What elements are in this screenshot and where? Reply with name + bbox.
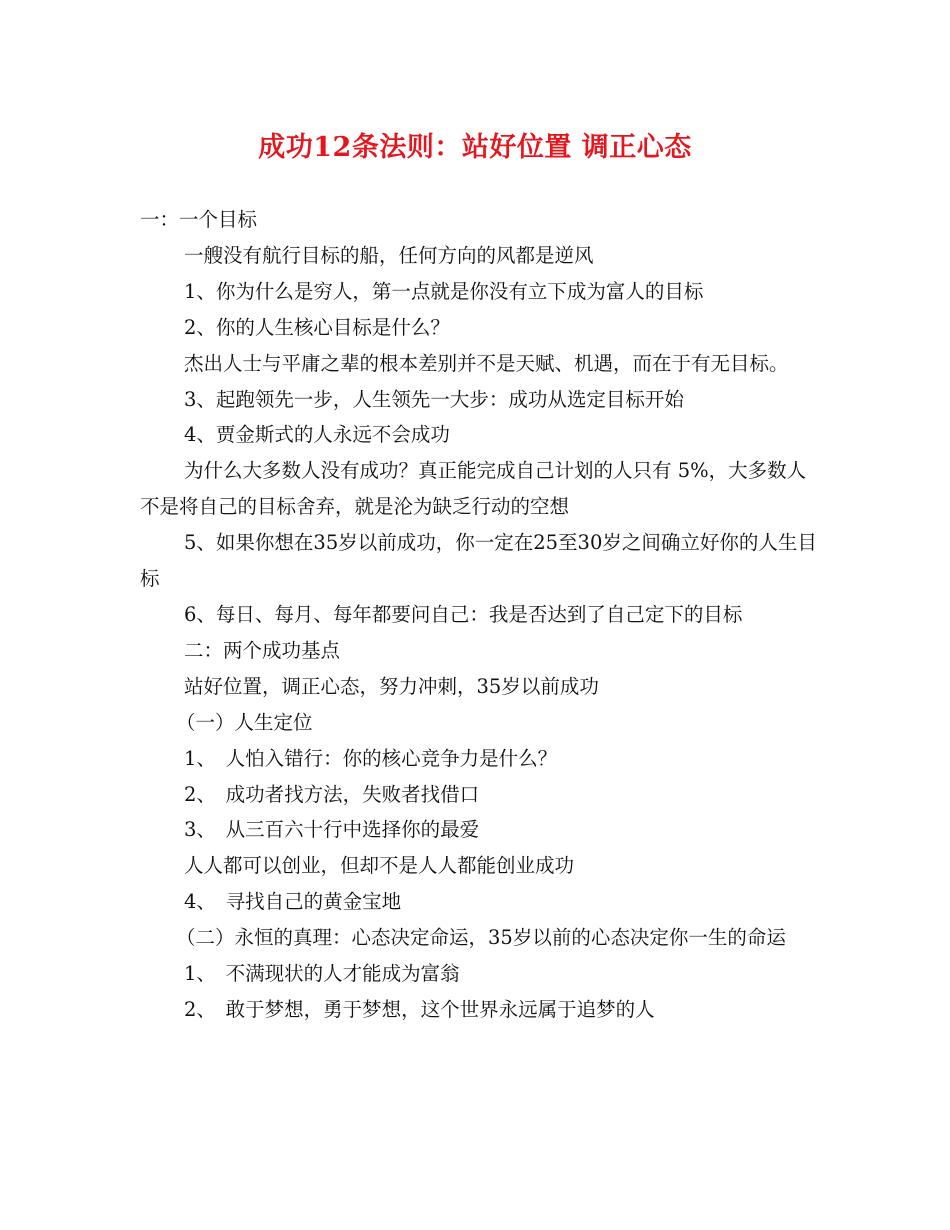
section-heading: 一：一个目标 (140, 208, 258, 231)
list-item: 2、你的人生核心目标是什么？ (184, 315, 450, 339)
subsection-heading: （二）永恒的真理：心态决定命运，35岁以前的心态决定你一生的命运 (176, 926, 786, 950)
paragraph: 为什么大多数人没有成功？真正能完成自己计划的人只有 5%，大多数人不是将自己的目标舍弃，就是沦为缺乏行动的空想 (140, 459, 807, 519)
list-item: 2、 敢于梦想，勇于梦想，这个世界永远属于追梦的人 (184, 997, 655, 1021)
list-item: 6、每日、每月、每年都要问自己：我是否达到了自己定下的目标 (184, 602, 743, 626)
list-item: 4、 寻找自己的黄金宝地 (184, 890, 402, 914)
subsection-heading: （一）人生定位 (176, 710, 313, 734)
list-item: 1、 人怕入错行：你的核心竞争力是什么？ (184, 746, 558, 770)
section-heading: 二：两个成功基点 (184, 638, 341, 662)
paragraph: 站好位置，调正心态，努力冲刺，35岁以前成功 (184, 674, 599, 698)
paragraph: 人人都可以创业，但却不是人人都能创业成功 (184, 854, 575, 878)
list-item: 1、你为什么是穷人，第一点就是你没有立下成为富人的目标 (184, 279, 704, 303)
list-item: 4、贾金斯式的人永远不会成功 (184, 423, 450, 447)
paragraph: 杰出人士与平庸之辈的根本差别并不是天赋、机遇，而在于有无目标。 (184, 351, 789, 375)
list-item: 5、如果你想在35岁以前成功，你一定在25至30岁之间确立好你的人生目标 (140, 531, 817, 591)
document-title: 成功12条法则：站好位置 调正心态 (258, 132, 692, 163)
paragraph: 一艘没有航行目标的船，任何方向的风都是逆风 (184, 243, 594, 267)
list-item: 3、起跑领先一步，人生领先一大步：成功从选定目标开始 (184, 387, 684, 411)
list-item: 3、 从三百六十行中选择你的最爱 (184, 818, 480, 842)
document-body (140, 202, 820, 1028)
list-item: 2、 成功者找方法，失败者找借口 (184, 782, 480, 806)
list-item: 1、 不满现状的人才能成为富翁 (184, 962, 460, 986)
